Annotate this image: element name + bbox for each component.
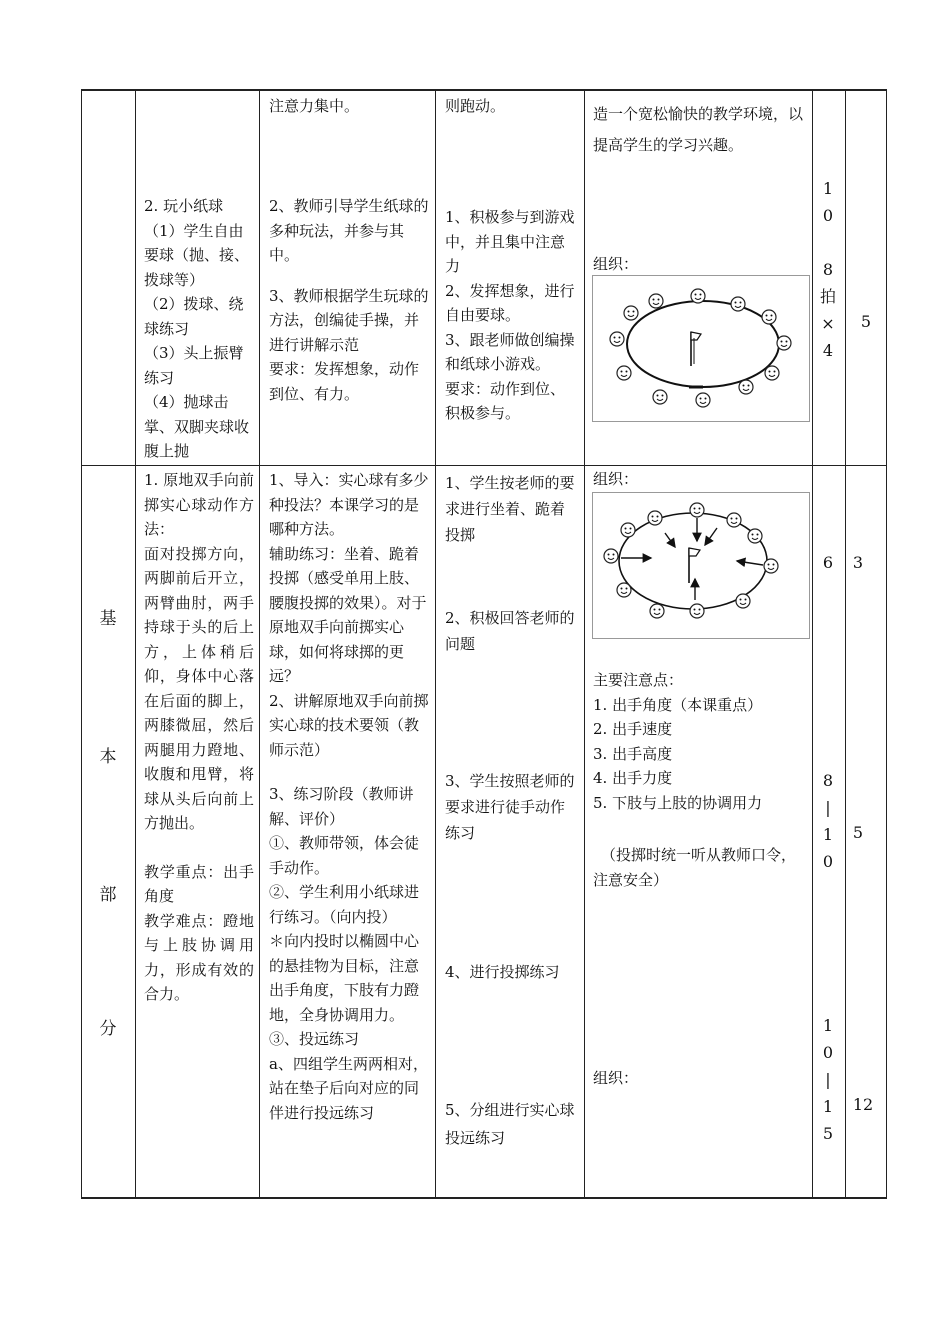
col-border-2 [259,89,260,1199]
field-ellipse [627,301,779,387]
row1-content [144,194,256,464]
row2-teacher [269,468,431,1125]
row2-notes [593,668,809,815]
time-char: | [825,798,831,817]
teacher-line: ②、学生利用小纸球进行练习。（向内投） [269,883,420,926]
col-border-7 [886,89,887,1199]
row2-time-a: 6 [822,553,834,572]
time-char: | [825,1070,831,1089]
row2-student-5: 5、分组进行实心球投远练习 [445,1101,575,1147]
student-faces [610,289,791,407]
content-line: （4）抛球击掌、双脚夹球收腹上抛 [144,393,250,460]
time-char: 8 [822,771,834,790]
student-line: 要求：动作到位、积极参与。 [445,379,566,422]
notes-title: 主要注意点： [593,671,684,689]
formation-diagram-circle [592,275,810,422]
teacher-line: 2、讲解原地双手向前掷实心球的技术要领（教师示范） [269,691,429,759]
col-border-1 [135,89,136,1199]
row-divider [81,465,887,466]
time-char: 0 [822,206,834,225]
teacher-line: ①、教师带领，体会徒手动作。 [269,834,420,877]
arrow-icons [621,518,763,600]
section-char: 部 [99,885,117,905]
time-char: 1 [822,1097,834,1116]
section-char: 分 [99,1019,117,1039]
content-line: 面对投掷方向，两脚前后开立，两臂曲肘，两手持球于头的后上方，上体稍后仰，身体中心落在后面的脚上，两膝微屈，然后两腿用力蹬地、收腹和甩臂，将球从头后向前上方抛出。 [144,544,254,832]
row2-time-c [813,1012,843,1147]
table-bottom-border [81,1197,887,1199]
row1-student-top: 则跑动。 [445,97,506,115]
time-char: 拍 [819,287,836,306]
row2-count-a: 3 [852,553,864,572]
flag-icon [691,332,701,366]
row2-org-label-2: 组织： [593,1069,639,1087]
teacher-line: a、四组学生两两相对，站在垫子后向对应的同伴进行投远练习 [269,1054,428,1122]
teacher-line: ③、投远练习 [269,1030,360,1048]
row2-time-b [813,767,843,875]
row1-teacher [269,194,431,406]
teacher-line: 2、教师引导学生纸球的多种玩法，并参与其中。 [269,197,429,264]
table-top-border [81,89,887,91]
time-char [813,229,843,256]
row2-org-label: 组织： [593,470,639,488]
time-char: 1 [822,1016,834,1035]
teacher-line: 3、教师根据学生玩球的方法，创编徒手操，并进行讲解示范 [269,286,429,354]
content-line: 教学难点：蹬地与上肢协调用力，形成有效的合力。 [144,911,254,1003]
time-char: 4 [822,341,834,360]
row1-time [813,175,843,364]
content-line: （2）拨球、绕球练习 [144,295,244,338]
time-char: 1 [822,825,834,844]
note-item: 3. 出手高度 [593,744,673,763]
content-line: （1）学生自由要球（抛、接、拨球等） [144,221,250,289]
row1-count: 5 [860,312,872,331]
note-item: 4. 出手力度 [593,769,673,787]
content-line: 1. 原地双手向前掷实心球动作方法： [144,471,254,538]
teacher-line: 要求：发挥想象，动作到位、有力。 [269,360,420,403]
section-char: 基 [99,609,117,629]
row2-count-b: 5 [852,823,864,842]
row1-student [445,205,579,426]
time-char: 5 [822,1124,834,1143]
formation-diagram-arrows [592,492,810,639]
flag-icon [689,548,700,583]
teacher-line: 3、练习阶段（教师讲解、评价） [269,785,414,828]
row2-student-4: 4、进行投掷练习 [445,963,560,981]
row2-student-2: 2、积极回答老师的问题 [445,609,575,653]
note-item: 5. 下肢与上肢的协调用力 [593,793,763,812]
row2-content [144,468,254,1007]
content-line: 2. 玩小纸球 [144,197,224,215]
time-char: 0 [822,852,834,871]
student-line: 2、发挥想象，进行自由要球。 [445,281,575,324]
student-line: 3、跟老师做创编操和纸球小游戏。 [445,330,575,373]
row2-count-c: 12 [852,1095,874,1114]
content-line: （3）头上振臂练习 [144,344,244,387]
section-label [93,604,123,1039]
content-line [144,836,254,860]
time-char: 8 [822,260,834,279]
row2-student-3: 3、学生按照老师的要求进行徒手动作练习 [445,772,575,842]
student-line: 1、积极参与到游戏中，并且集中注意力 [445,208,575,275]
col-border-3 [435,89,436,1199]
note-item: 2. 出手速度 [593,720,673,738]
section-char: 本 [99,747,117,767]
teacher-line: 辅助练习：坐着、跪着投掷（感受单用上肢、腰腹投掷的效果）。对于原地双手向前掷实心球，如何将球掷的更远？ [269,544,427,685]
row1-org-label: 组织： [593,255,639,273]
row2-safety: （投掷时统一听从教师口令，注意安全） [593,846,797,889]
student-faces [604,503,778,618]
teacher-line: 1、导入：实心球有多少种投法？本课学习的是哪种方法。 [269,471,429,538]
col-border-6 [845,89,846,1199]
teacher-line: ＊向内投时以椭圆中心的悬挂物为目标，注意出手角度，下肢有力蹬地，全身协调用力。 [269,932,420,1024]
time-char: 0 [822,1043,834,1062]
col-border-4 [584,89,585,1199]
time-char: × [821,314,835,333]
col-border-0 [81,89,82,1199]
row2-student-1: 1、学生按老师的要求进行坐着、跪着投掷 [445,474,575,544]
row1-org-top: 造一个宽松愉快的教学环境，以提高学生的学习兴趣。 [593,105,804,154]
content-line: 教学重点：出手角度 [144,862,254,905]
row1-teacher-top: 注意力集中。 [269,97,360,115]
teacher-line [269,762,431,782]
note-item: 1. 出手角度（本课重点） [593,695,763,714]
time-char: 1 [822,179,834,198]
